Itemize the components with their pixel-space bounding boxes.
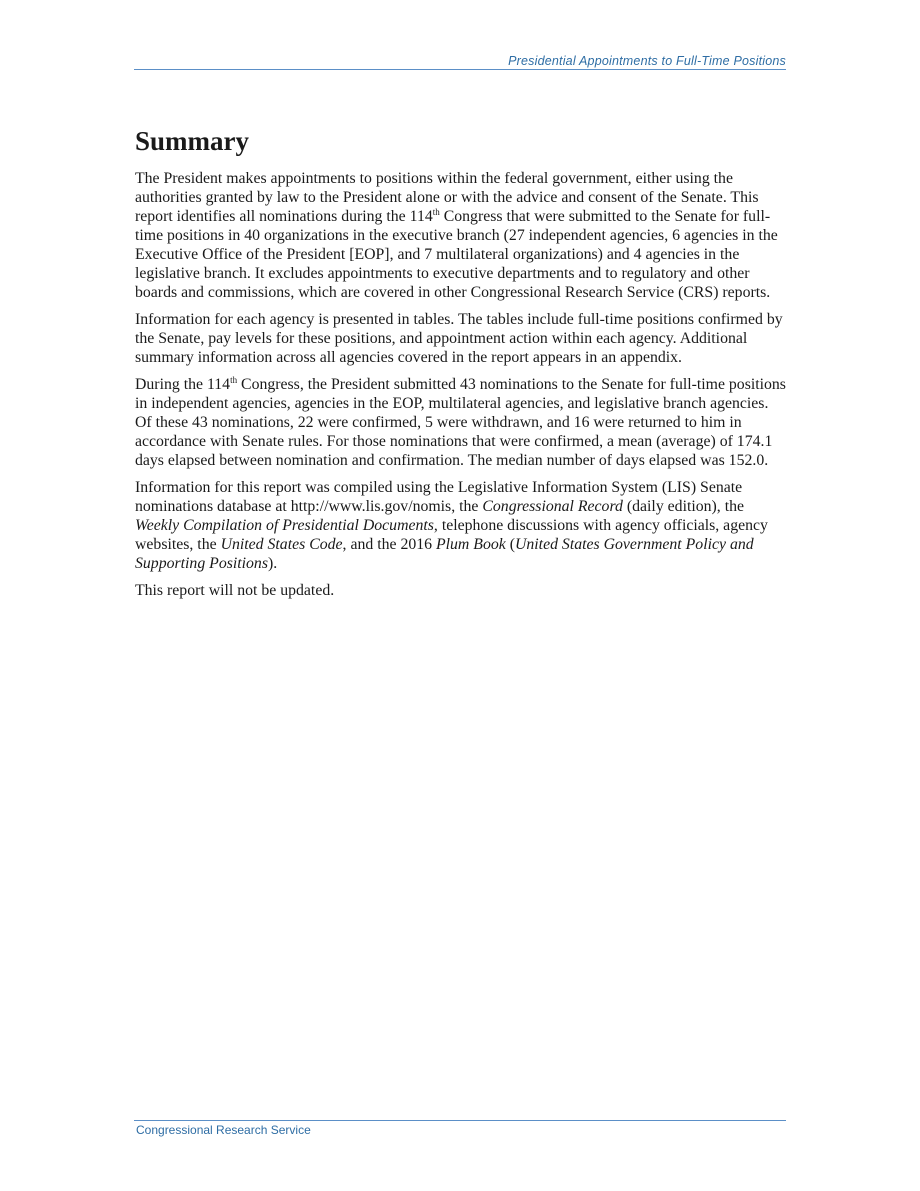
p4-text-f: ). [267,555,278,572]
summary-section [135,121,787,608]
congressional-record-title: Congressional Record [482,498,623,515]
p3-text-b: Congress, the President submitted 43 nominations to the Senate for full-time positions in independent agencies, agencies in the EOP, multilateral agencies, and legislative branch agencies. Of these 43 nominations, 22 were confirmed, 5 were withdrawn, and 16 were returned to him in accordance with Senate rules. For those nominations that were confirmed, a mean (average) of 174.1 days elapsed between nomination and confirmation. The median number of days elapsed was 152.0. [135,376,786,469]
p4-text-c: , telephone discussions with agency officials, agency websites, the [135,517,768,553]
p4-text-b: (daily edition), the [622,498,744,515]
p4-text-e: ( [505,536,515,553]
p1-text-a: The President makes appointments to positions within the federal government, either using the authorities granted by law to the President alone or with the advice and consent of the Senate. This report identifies all nominations during the 114 [135,170,759,225]
summary-paragraph-3 [135,375,787,470]
running-header: Presidential Appointments to Full-Time Positions [508,54,786,68]
running-footer: Congressional Research Service [136,1123,311,1137]
p1-text-b: Congress that were submitted to the Senate for full-time positions in 40 organizations in the executive branch (27 independent agencies, 6 agencies in the Executive Office of the President [EOP], and 7 multilateral organizations) and 4 agencies in the legislative branch. It excludes appointments to executive departments and to regulatory and other boards and commissions, which are covered in other Congressional Research Service (CRS) reports. [135,208,778,301]
p1-superscript: th [432,207,440,217]
weekly-compilation-title: Weekly Compilation of Presidential Documents [135,517,434,534]
footer-rule [134,1120,786,1121]
summary-heading: Summary [135,126,249,156]
summary-paragraph-5: This report will not be updated. [135,582,335,599]
summary-paragraph-4 [135,478,787,573]
p4-text-a: Information for this report was compiled using the Legislative Information System (LIS) Senate nominations database at http://www.lis.gov/nomis, the [135,479,743,515]
summary-paragraph-1 [135,169,787,302]
p4-text-d: , and the 2016 [342,536,436,553]
header-rule [134,69,786,70]
plum-book-title: Plum Book [436,536,506,553]
summary-paragraph-2: Information for each agency is presented in tables. The tables include full-time positions confirmed by the Senate, pay levels for these positions, and appointment action within each agency. Additional summary information across all agencies covered in the report appears in an appendix. [135,311,783,366]
plum-book-subtitle: United States Government Policy and Supporting Positions [135,536,754,572]
us-code-title: United States Code [220,536,343,553]
p3-text-a: During the 114 [135,376,231,393]
p3-superscript: th [230,375,238,385]
